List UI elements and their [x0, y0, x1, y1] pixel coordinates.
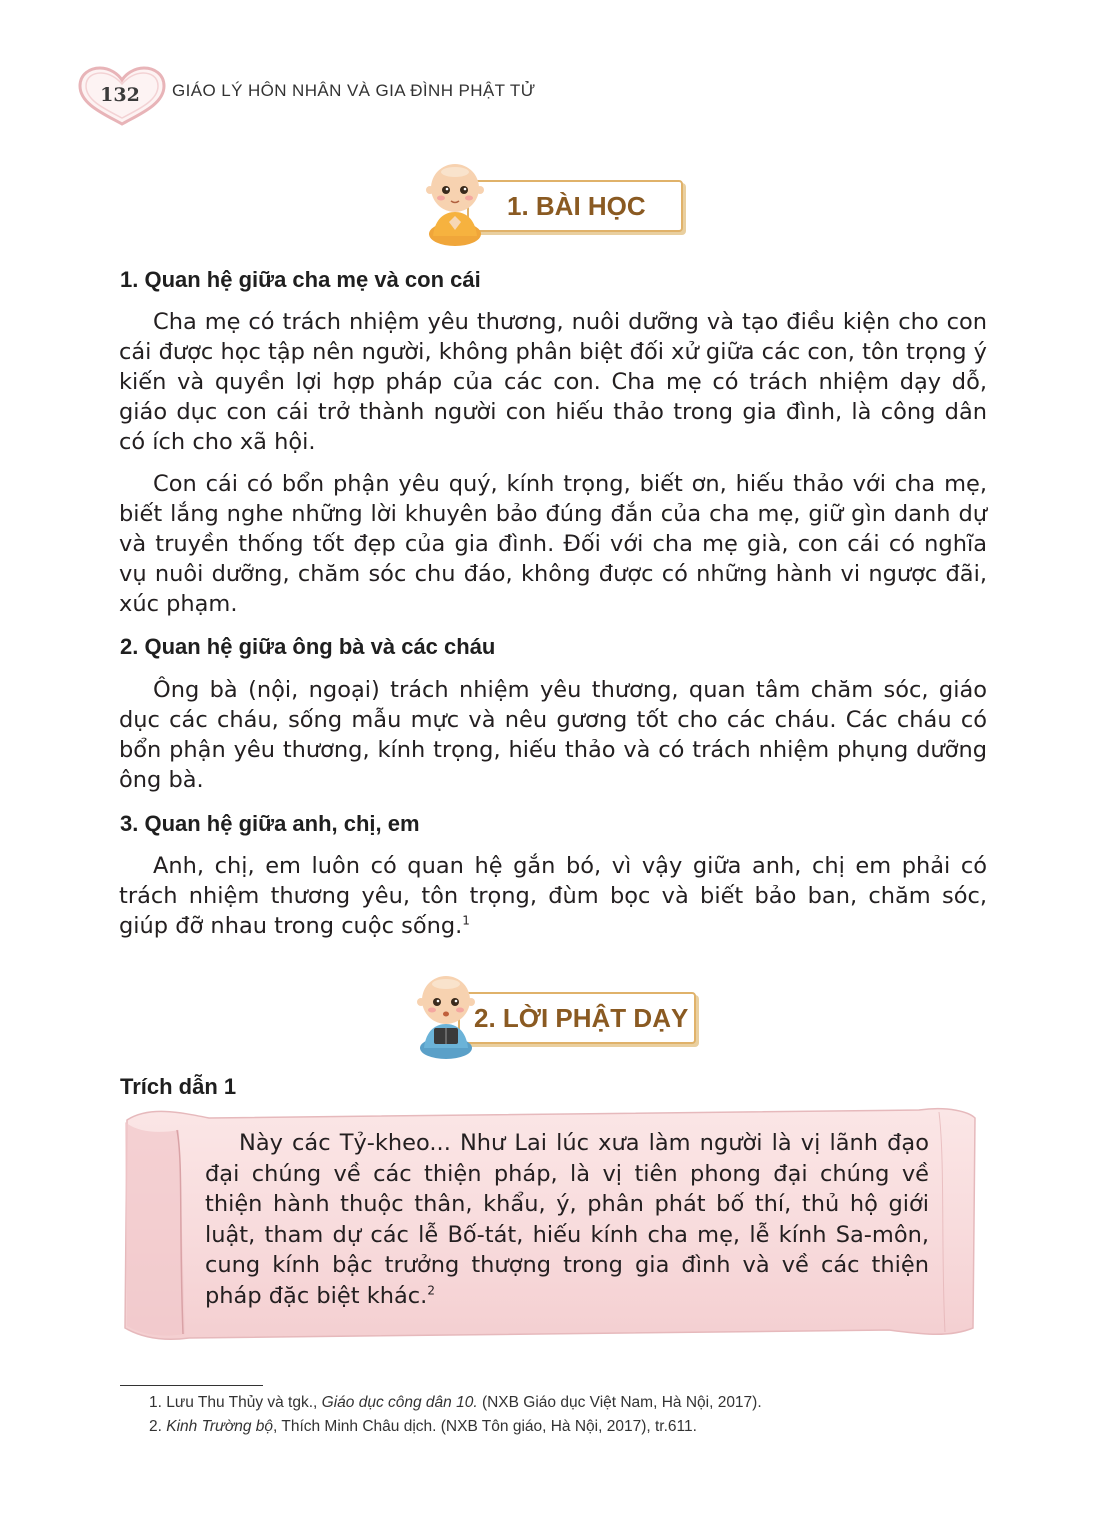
buddha-quote-text: Này các Tỷ-kheo... Như Lai lúc xưa làm người là vị lãnh đạo đại chúng về các thiện pháp, là vị tiên phong đại chúng về thiện hành thuộc thân, khẩu, ý, phân phát bố thí, thủ hộ giới luật, tham dự các lễ Bố-tát, hiếu kính cha mẹ, lễ kính Sa-môn, cung kính bậc trưởng thượng trong gia đình và về các thiện pháp đặc biệt khác. — [205, 1130, 929, 1309]
footnote-ref-2: 2 — [427, 1283, 435, 1297]
footnote-1-rest: (NXB Giáo dục Việt Nam, Hà Nội, 2017). — [477, 1394, 762, 1411]
lesson-banner — [415, 158, 685, 248]
footnote-2-prefix: 2. — [149, 1418, 167, 1435]
heading-grandparents: 2. Quan hệ giữa ông bà và các cháu — [120, 634, 496, 659]
footnote-2 — [149, 1418, 697, 1436]
buddha-quote — [205, 1128, 929, 1311]
footnote-2-title: Kinh Trường bộ — [166, 1418, 274, 1435]
buddha-teaching-banner-title: 2. LỜI PHẬT DẠY — [474, 1003, 689, 1033]
buddha-teaching-banner — [408, 968, 708, 1060]
footnote-1-title: Giáo dục công dân 10. — [321, 1394, 478, 1411]
paragraph-parents-duty: Cha mẹ có trách nhiệm yêu thương, nuôi dưỡng và tạo điều kiện cho con cái được học tập nên người, không phân biệt đối xử giữa các con, tôn trọng ý kiến và quyền lợi hợp pháp của các con. Cha mẹ có trách nhiệm dạy dỗ, giáo dục con cái trở thành người con hiếu thảo trong gia đình, là công dân có ích cho xã hội. — [119, 309, 987, 455]
paragraph-siblings — [119, 851, 987, 941]
running-title: GIÁO LÝ HÔN NHÂN VÀ GIA ĐÌNH PHẬT TỬ — [172, 81, 536, 100]
heading-siblings: 3. Quan hệ giữa anh, chị, em — [120, 811, 420, 836]
paragraph-children-duty: Con cái có bổn phận yêu quý, kính trọng, biết ơn, hiếu thảo với cha mẹ, biết lắng nghe những lời khuyên bảo đúng đắn của cha mẹ, giữ gìn danh dự và truyền thống tốt đẹp của gia đình. Đối với cha mẹ già, con cái có nghĩa vụ nuôi dưỡng, chăm sóc chu đáo, không được có những hành vi ngược đãi, xúc phạm. — [119, 471, 987, 617]
footnote-1-prefix: 1. Lưu Thu Thủy và tgk., — [149, 1394, 322, 1411]
page-number: 132 — [100, 84, 140, 106]
monk-praying-icon — [415, 158, 495, 248]
paragraph-grandparents: Ông bà (nội, ngoại) trách nhiệm yêu thương, quan tâm chăm sóc, giáo dục các cháu, sống mẫu mực và nêu gương tốt cho các cháu. Các cháu có bổn phận yêu thương, kính trọng, hiếu thảo và có trách nhiệm phụng dưỡng ông bà. — [119, 677, 987, 793]
monk-reading-icon — [408, 968, 484, 1060]
lesson-banner-title: 1. BÀI HỌC — [507, 191, 646, 221]
footnote-divider — [120, 1385, 263, 1386]
paragraph-siblings-text: Anh, chị, em luôn có quan hệ gắn bó, vì vậy giữa anh, chị em phải có trách nhiệm thương yêu, tôn trọng, đùm bọc và biết bảo ban, chăm sóc, giúp đỡ nhau trong cuộc sống. — [119, 853, 987, 939]
page-header — [74, 64, 674, 130]
footnote-ref-1: 1 — [462, 913, 470, 928]
footnote-1 — [149, 1394, 762, 1412]
footnote-2-rest: , Thích Minh Châu dịch. (NXB Tôn giáo, Hà Nội, 2017), tr.611. — [273, 1418, 697, 1435]
heading-parents-children: 1. Quan hệ giữa cha mẹ và con cái — [120, 267, 481, 292]
quote-label: Trích dẫn 1 — [120, 1074, 237, 1099]
